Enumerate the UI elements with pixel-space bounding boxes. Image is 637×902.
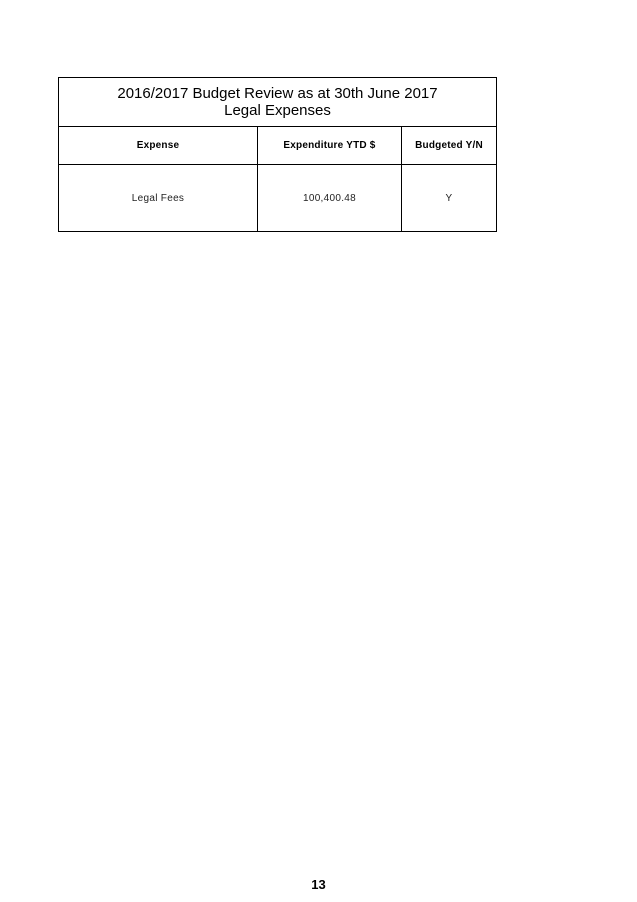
legal-expenses-table [58,77,497,232]
header-budgeted: Budgeted Y/N [402,127,497,165]
table-title-line1: 2016/2017 Budget Review as at 30th June 2017 [117,85,438,102]
cell-budgeted: Y [402,165,497,232]
cell-expenditure-ytd: 100,400.48 [258,165,402,232]
header-expenditure-ytd: Expenditure YTD $ [258,127,402,165]
table-title [59,78,497,127]
header-row [59,127,497,165]
title-row [59,78,497,127]
header-expense: Expense [59,127,258,165]
table-title-line2: Legal Expenses [224,102,331,119]
table-row [59,165,497,232]
page-number: 13 [311,877,326,892]
cell-expense: Legal Fees [59,165,258,232]
